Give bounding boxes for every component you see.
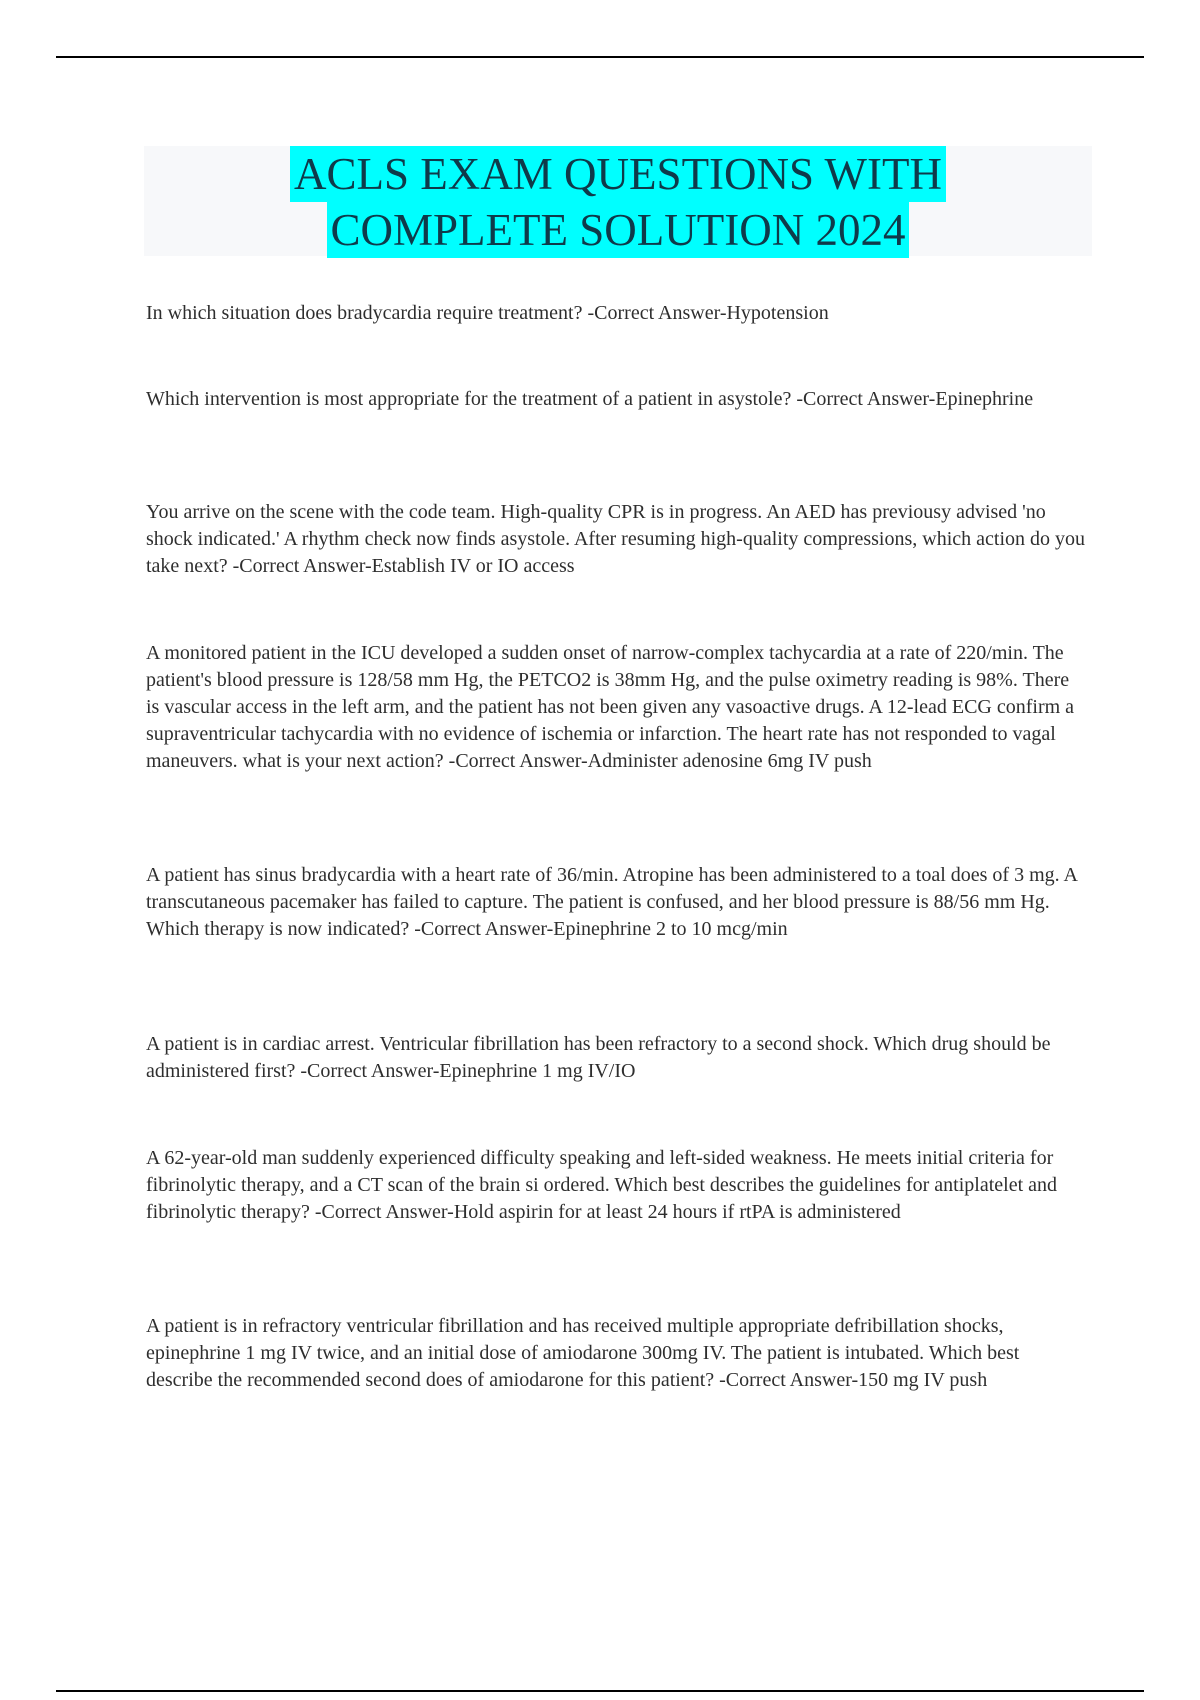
question-item: In which situation does bradycardia require treatment? -Correct Answer-Hypotension (146, 302, 829, 324)
question-item: A 62-year-old man suddenly experienced difficulty speaking and left-sided weakness. He meets initial criteria for fibrinolytic therapy, and a CT scan of the brain si ordered. Which best describes the guidelines for antiplatelet and fibrinolytic therapy? -Correct Answer-Hold aspirin for at least 24 hours if rtPA is administered (146, 1147, 1058, 1223)
question-item: You arrive on the scene with the code team. High-quality CPR is in progress. An AED has previousy advised 'no shock indicated.' A rhythm check now finds asystole. After resuming high-quality compressions, which action do you take next? -Correct Answer-Establish IV or IO access (146, 501, 1085, 577)
question-item: A patient has sinus bradycardia with a heart rate of 36/min. Atropine has been administered to a toal does of 3 mg. A transcutaneous pacemaker has failed to capture. The patient is confused, and her blood pressure is 88/56 mm Hg. Which therapy is now indicated? -Correct Answer-Epinephrine 2 to 10 mcg/min (146, 864, 1077, 940)
question-item: A monitored patient in the ICU developed a sudden onset of narrow-complex tachycardia at a rate of 220/min. The patient's blood pressure is 128/58 mm Hg, the PETCO2 is 38mm Hg, and the pulse oximetry reading is 98%. There is vascular access in the left arm, and the patient has not been given any vasoactive drugs. A 12-lead ECG confirm a supraventricular tachycardia with no evidence of ischemia or infarction. The heart rate has not responded to vagal maneuvers. what is your next action? -Correct Answer-Administer adenosine 6mg IV push (146, 642, 1075, 772)
title-band (144, 146, 1092, 256)
bottom-rule (56, 1690, 1144, 1692)
question-item: A patient is in cardiac arrest. Ventricular fibrillation has been refractory to a second shock. Which drug should be administered first? -Correct Answer-Epinephrine 1 mg IV/IO (146, 1033, 1051, 1082)
question-item: A patient is in refractory ventricular fibrillation and has received multiple appropriate defribillation shocks, epinephrine 1 mg IV twice, and an initial dose of amiodarone 300mg IV. The patient is intubated. Which best describe the recommended second does of amiodarone for this patient? -Correct Answer-150 mg IV push (146, 1315, 1020, 1391)
title-line-1: ACLS EXAM QUESTIONS WITH (290, 146, 946, 202)
question-item: Which intervention is most appropriate for the treatment of a patient in asystole? -Correct Answer-Epinephrine (146, 388, 1034, 410)
title-line-2: COMPLETE SOLUTION 2024 (327, 202, 910, 258)
page-title (144, 146, 1092, 258)
top-rule (56, 56, 1144, 58)
